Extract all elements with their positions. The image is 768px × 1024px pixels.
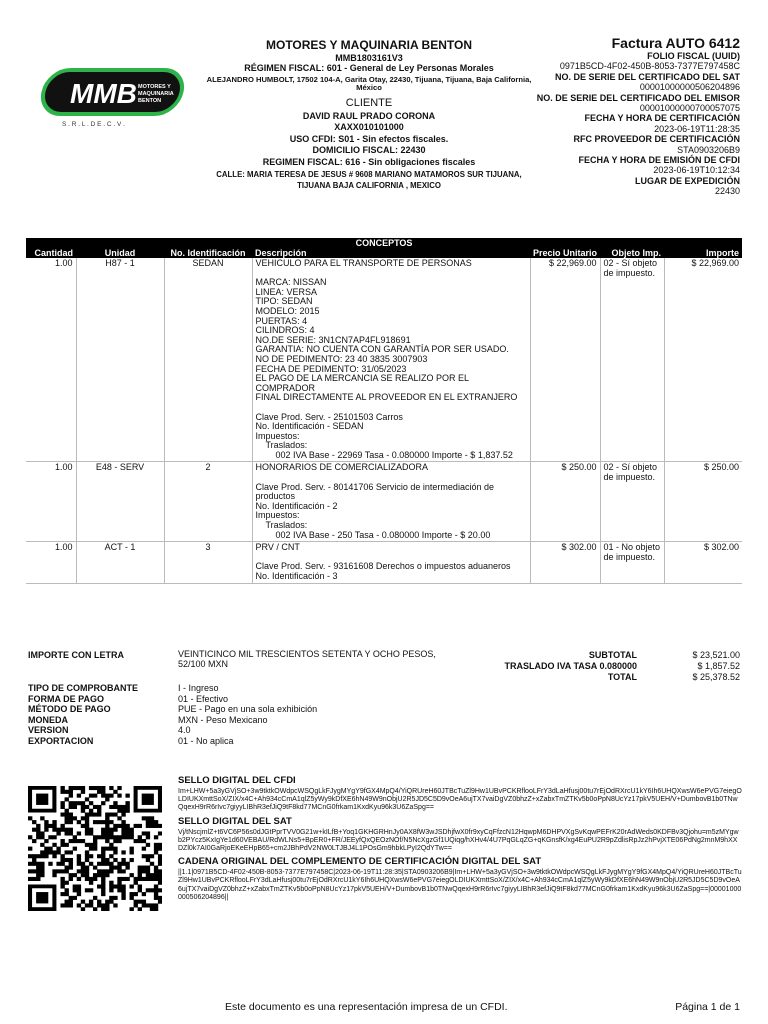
invoice-field-label: NO. DE SERIE DEL CERTIFICADO DEL SAT	[554, 71, 740, 82]
logo-letters: MMB	[70, 78, 137, 109]
company-logo	[40, 66, 185, 128]
detail-row	[28, 725, 448, 736]
svg-text:MOTORES Y: MOTORES Y	[138, 84, 171, 90]
svg-text:MAQUINARIA: MAQUINARIA	[138, 91, 174, 97]
concepto-descripcion: HONORARIOS DE COMERCIALIZADORA Clave Prod. Serv. - 80141706 Servicio de intermediación de productos No. Identificación - 2 Impuestos: Traslados: 002 IVA Base - 250 Tasa - 0.080000 Importe - $ 20.00	[252, 462, 530, 542]
detail-label: MONEDA	[28, 714, 68, 725]
concepto-unidad: E48 - SERV	[76, 462, 164, 542]
detail-label: VERSION	[28, 725, 69, 736]
invoice-field-label: NO. DE SERIE DEL CERTIFICADO DEL EMISOR	[536, 92, 740, 103]
concepto-importe: $ 302.00	[664, 542, 742, 583]
invoice-field-label: FECHA Y HORA DE EMISIÓN DE CFDI	[578, 155, 740, 166]
sello-title: SELLO DIGITAL DEL CFDI	[178, 775, 296, 786]
invoice-field-label: RFC PROVEEDOR DE CERTIFICACIÓN	[573, 134, 740, 145]
concepto-cantidad: 1.00	[26, 542, 76, 583]
issuer-regimen: RÉGIMEN FISCAL: 601 - General de Ley Personas Morales	[244, 63, 494, 73]
col-unidad: Unidad	[76, 248, 164, 258]
invoice-title: Factura AUTO 6412	[611, 35, 740, 51]
total-value: $ 1,857.52	[697, 661, 740, 671]
total-label: SUBTOTAL	[588, 650, 637, 660]
concepto-descripcion: VEHICULO PARA EL TRANSPORTE DE PERSONAS MARCA: NISSAN LINEA: VERSA TIPO: SEDAN MODELO: 2015 PUERTAS: 4 CILINDROS: 4 NO.DE SERIE: 3N1CN7AP4FL918691 GARANTIA: NO CUENTA CON GARANTÍA POR SER USADO. NO DE PEDIMENTO: 23 40 3835 3007903 FECHA DE PEDIMENTO: 31/05/2023 EL PAGO DE LA MERCANCIA SE REALIZO POR EL COMPRADOR FINAL DIRECTAMENTE AL PROVEEDOR EN EL EXTRANJERO Clave Prod. Serv. - 25101503 Carros No. Identificación - SEDAN Impuestos: Traslados: 002 IVA Base - 22969 Tasa - 0.080000 Importe - $ 1,837.52	[252, 258, 530, 462]
detail-label: MÉTODO DE PAGO	[28, 704, 111, 715]
total-label: TOTAL	[607, 672, 637, 682]
client-uso-cfdi: USO CFDI: S01 - Sin efectos fiscales.	[289, 134, 449, 144]
invoice-field-label: FOLIO FISCAL (UUID)	[647, 51, 740, 61]
conceptos-title: CONCEPTOS	[26, 238, 742, 248]
concepto-objeto: 02 - Sí objeto de impuesto.	[600, 258, 664, 462]
invoice-fields	[505, 51, 740, 197]
sello-title: CADENA ORIGINAL DEL COMPLEMENTO DE CERTIFICACIÓN DIGITAL DEL SAT	[178, 856, 542, 868]
concepto-importe: $ 22,969.00	[664, 258, 742, 462]
detail-row	[28, 683, 448, 694]
concepto-importe: $ 250.00	[664, 462, 742, 542]
logo-subtitle: S . R . L . D E . C . V .	[62, 121, 125, 128]
sello-text: ||1.1|0971B5CD-4F02-450B-8053-7377E797458C|2023-06-19T11:28:35|STA0903206B9|Im+LHW+5a3yGVjSO+3w9tktkOWdpcWSQgLkFJygMYgY9fGX4MpQ4/YiQRUreH60JTBcTuZl9Hw1UBvPCKRflooLFrY3dLaHfusj00tu7rEjOdRXrcU1kY6Ih6UHQXwsW6ePVG7eiegOLDIUKXmttSoX/ZIX/x4C+Ah934cCmA1qlZ5yWy9kDfXE6hN49W9nObjU2R5JD5C5D9vOeA6ujTX7vaiDgVZ0bhzZ+xZabxTmZTKv5b0oPpN8UcYz17pkV5UEH/V+DumbovB1b0TNwQqexH9rR6rIvc7giyyLIBhR3efJiQ9tF8kd77MCnG0frkam1KxdKyu96k3U6ZaSpg==|00001000000506204896||	[178, 869, 742, 901]
total-row	[480, 661, 740, 672]
total-value: $ 23,521.00	[692, 650, 740, 660]
client-regimen: REGIMEN FISCAL: 616 - Sin obligaciones fiscales	[262, 157, 476, 167]
client-rfc: XAXX010101000	[334, 122, 404, 132]
concepto-precio: $ 250.00	[530, 462, 600, 542]
concepto-descripcion: PRV / CNT Clave Prod. Serv. - 93161608 Derechos o impuestos aduaneros No. Identificación - 3	[252, 542, 530, 583]
col-precio: Precio Unitario	[530, 248, 600, 258]
invoice-field-value: 2023-06-19T10:12:34	[653, 165, 740, 176]
sello-text: Vj/tNscjmlZ+t6VC6P56s0dJGtPprTVV0G21w+kILfB+Yoq1GKHGRHnJy0AX8fW3wJSDhjfwX0fr9xyCqFfzcN12HqwpM6DHPVXgSvKqwPEFrK20rAdWeds0KDFBv3Qjohu=m5zMYgwb2PYcz5KxIgYe1d60VEBAU/RdWLNs5+BpER0+FR/JEEyfQxQEOzNOf/N5NcXgzGf1UQiqg/hXHv4/4U7PqGLqZG+qKGnsfK/xg4EuPU2R9pZdlisRpJz2hPvjXTE06PdNg2mnM9hXXDZl0k7AI0GaRjoEKeEHpB65+cm2JBhPdV2NW0LTJBJ4L1POsGm9hbkLPyI2QdYTw==	[178, 828, 739, 853]
total-value: $ 25,378.52	[692, 672, 740, 682]
invoice-field-value: 00001000000506204896	[639, 82, 740, 93]
concepto-objeto: 01 - No objeto de impuesto.	[600, 542, 664, 583]
detail-label: FORMA DE PAGO	[28, 693, 104, 704]
invoice-field-label: LUGAR DE EXPEDICIÓN	[634, 175, 740, 186]
page-number: Página 1 de 1	[675, 1001, 740, 1013]
sello-text: Im+LHW+5a3yGVjSO+3w9tktkOWdpcWSQgLkFJygMYgY9fGX4MpQ4/YiQRUreH60JTBcTuZl9Hw1UBvPCKRflooLFrY3dLaHfusj00tu7rEjOdRXrcU1kY6Ih6UHQXwsW6ePVG7eiegOLDIUKXmttSoX/ZIX/x4C+Ah934cCmA1qlZ5yWy9kDfXE6hN49W9nObjU2R5JD5C5D9vOeA6ujTX7vaiDgVZ0bhzZ+xZabxTmZTKv5b0oPpN8UcYz17pkV5UEH/V+DumbovB1b0TNwQqexH9rR6rIvc7giyyLIBhR3efJiQ9tF8kd77MCnG0frkam1KxdKyu96k3U6ZaSpg==	[178, 788, 742, 812]
detail-label: EXPORTACION	[28, 735, 94, 746]
concepto-identificacion: 2	[164, 462, 252, 542]
col-importe: Importe	[664, 248, 742, 258]
issuer-rfc: MMB1803161V3	[335, 53, 403, 63]
detail-row	[28, 694, 448, 705]
total-row	[480, 650, 740, 661]
concepto-cantidad: 1.00	[26, 462, 76, 542]
client-domicilio: DOMICILIO FISCAL: 22430	[312, 145, 426, 155]
concepto-row	[26, 542, 742, 583]
detail-row	[28, 715, 448, 726]
sello-title: SELLO DIGITAL DEL SAT	[178, 815, 292, 827]
total-label: TRASLADO IVA TASA 0.080000	[504, 661, 637, 671]
concepto-row	[26, 258, 742, 462]
concepto-row	[26, 462, 742, 542]
invoice-field-value: 0971B5CD-4F02-450B-8053-7377E797458C	[559, 61, 740, 72]
conceptos-table	[26, 238, 742, 584]
footer-note: Este documento es una representación impresa de un CFDI.	[225, 1001, 508, 1013]
issuer-name: MOTORES Y MAQUINARIA BENTON	[265, 38, 473, 52]
concepto-identificacion: 3	[164, 542, 252, 583]
client-heading: CLIENTE	[345, 97, 393, 109]
col-cantidad: Cantidad	[26, 248, 76, 258]
concepto-precio: $ 302.00	[530, 542, 600, 583]
col-descripcion: Descripción	[252, 248, 530, 258]
payment-details	[28, 683, 448, 747]
issuer-address: ALEJANDRO HUMBOLT, 17502 104-A, Garita Otay, 22430, Tijuana, Tijuana, Baja California, México	[206, 75, 532, 92]
client-name: DAVID RAUL PRADO CORONA	[302, 111, 436, 121]
concepto-objeto: 02 - Sí objeto de impuesto.	[600, 462, 664, 542]
importe-letra-label: IMPORTE CON LETRA	[28, 650, 124, 660]
invoice-field-value: 00001000000700057075	[639, 103, 740, 114]
detail-label: TIPO DE COMPROBANTE	[28, 683, 139, 693]
detail-value: PUE - Pago en una sola exhibición	[178, 704, 318, 715]
detail-value: MXN - Peso Mexicano	[178, 714, 268, 725]
concepto-precio: $ 22,969.00	[530, 258, 600, 462]
qr-code	[28, 786, 162, 911]
svg-text:BENTON: BENTON	[138, 98, 162, 104]
totals	[480, 650, 740, 683]
detail-value: 01 - No aplica	[178, 735, 234, 746]
col-objeto: Objeto Imp.	[600, 248, 664, 258]
detail-value: 4.0	[178, 725, 191, 736]
invoice-field-value: 22430	[714, 186, 740, 197]
invoice-field-value: STA0903206B9	[677, 144, 740, 155]
client-address: CALLE: MARIA TERESA DE JESUS # 9608 MARIANO MATAMOROS SUR TIJUANA, TIJUANA BAJA CALIFORNIA , MEXICO	[216, 170, 522, 190]
invoice-field-label: FECHA Y HORA DE CERTIFICACIÓN	[584, 113, 740, 124]
detail-value: I - Ingreso	[178, 683, 219, 693]
col-identificacion: No. Identificación	[164, 248, 252, 258]
concepto-cantidad: 1.00	[26, 258, 76, 462]
concepto-unidad: ACT - 1	[76, 542, 164, 583]
detail-row	[28, 736, 448, 747]
detail-row	[28, 704, 448, 715]
importe-letra-value: VEINTICINCO MIL TRESCIENTOS SETENTA Y OCHO PESOS, 52/100 MXN	[178, 649, 436, 669]
detail-value: 01 - Efectivo	[178, 693, 229, 704]
invoice-field-value: 2023-06-19T11:28:35	[654, 123, 740, 134]
concepto-unidad: H87 - 1	[76, 258, 164, 462]
concepto-identificacion: SEDAN	[164, 258, 252, 462]
sellos	[178, 775, 742, 902]
total-row	[480, 672, 740, 683]
